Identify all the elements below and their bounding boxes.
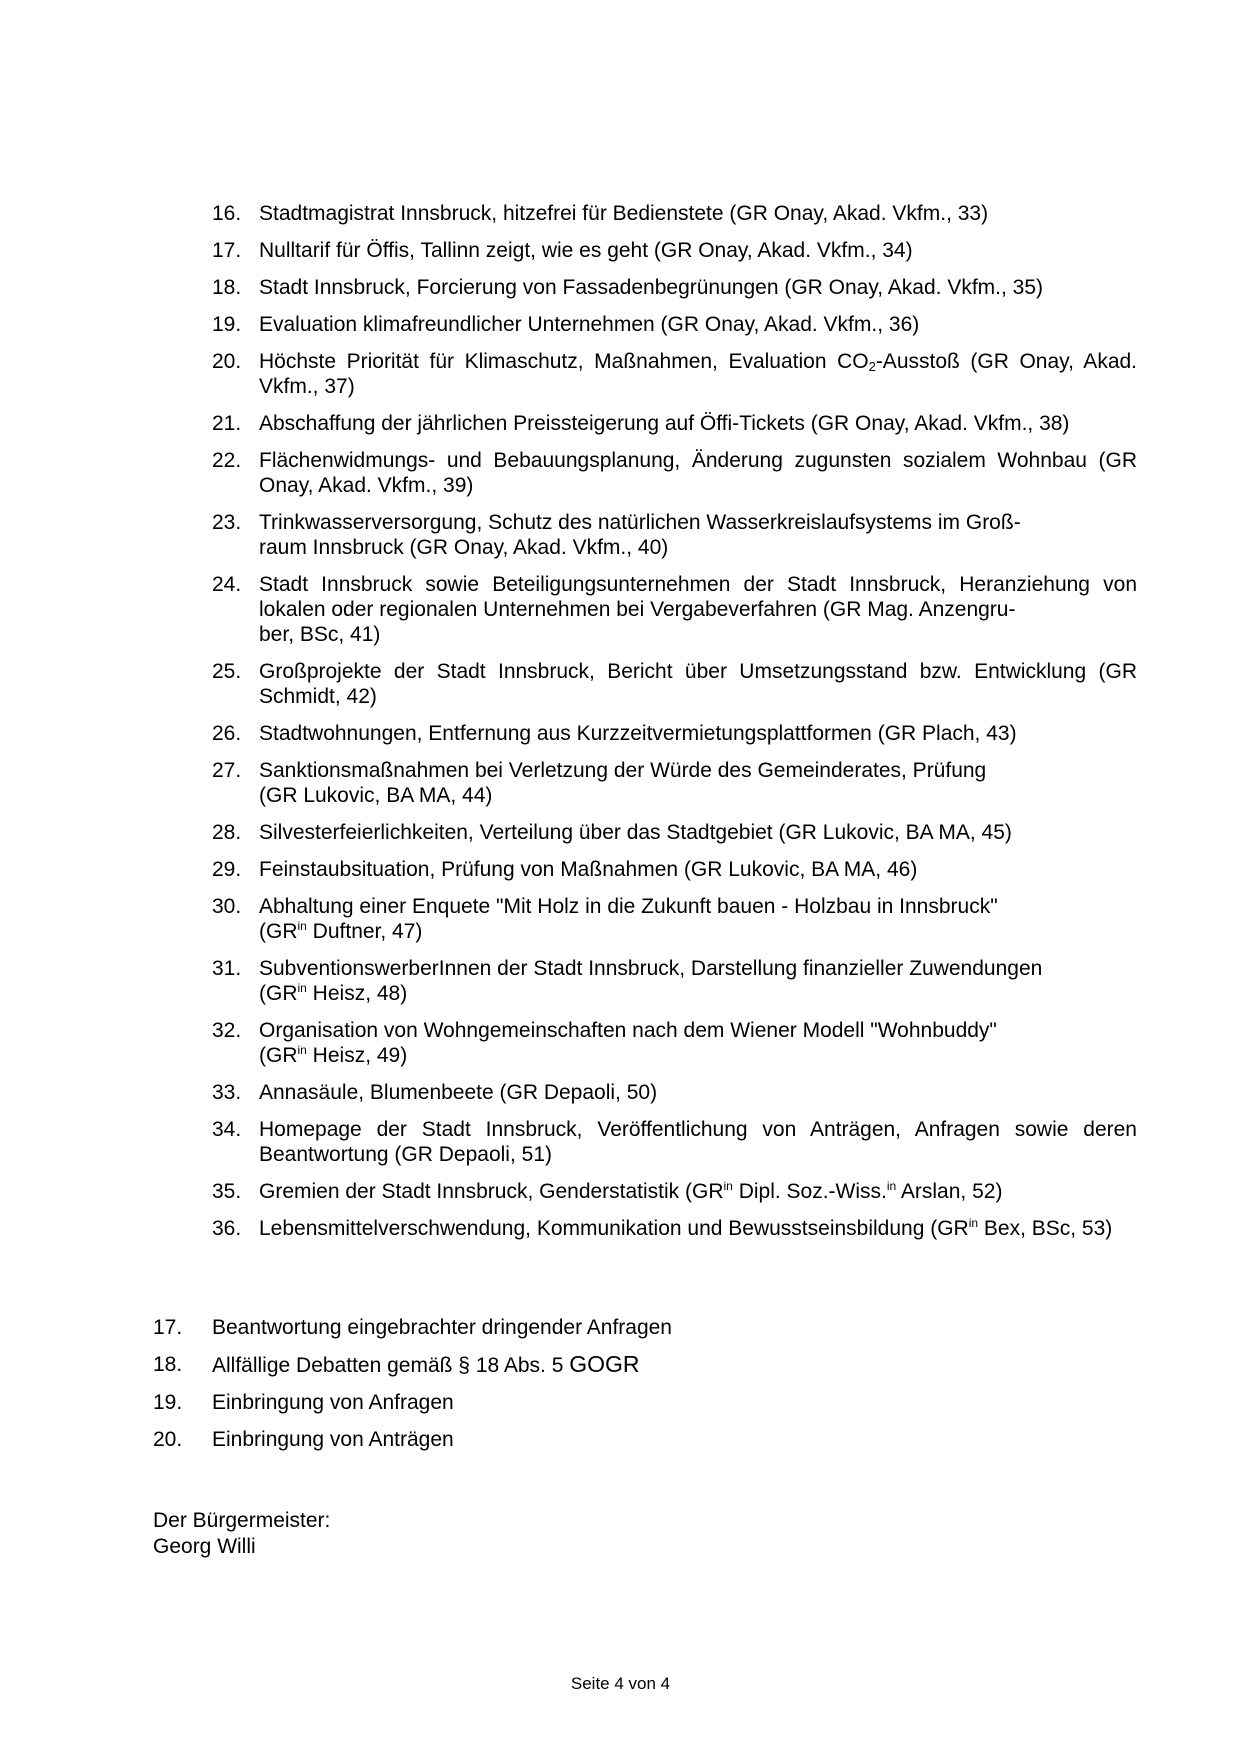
item-number: 17. [153, 1316, 183, 1339]
item-number: 20. [153, 1428, 183, 1451]
superscript: in [297, 919, 307, 933]
item-text: Einbringung von Anträgen [212, 1428, 454, 1451]
list-item [212, 894, 1137, 944]
item-text [259, 1179, 1137, 1204]
item-text [259, 510, 1137, 560]
list-item [212, 956, 1137, 1006]
signature-name: Georg Willi [153, 1535, 256, 1558]
list-item [153, 1390, 1053, 1415]
item-text-part: ber, BSc, 41) [259, 623, 381, 646]
item-text: Stadtmagistrat Innsbruck, hitzefrei für Bedienstete (GR Onay, Akad. Vkfm., 33) [259, 202, 989, 225]
item-text: Einbringung von Anfragen [212, 1391, 454, 1414]
item-number: 27. [212, 759, 242, 782]
list-item [212, 238, 1137, 263]
item-number: 16. [212, 202, 242, 225]
item-text-part: Trinkwasserversorgung, Schutz des natürlichen Wasserkreislaufsystems im Groß- [259, 511, 1021, 534]
item-text-part: Lebensmittelverschwendung, Kommunikation und Bewusstseinsbildung (GR [259, 1217, 969, 1240]
item-number: 21. [212, 412, 242, 435]
item-text-part: Sanktionsmaßnahmen bei Verletzung der Würde des Gemeinderates, Prüfung [259, 759, 987, 782]
list-item [212, 1117, 1137, 1167]
item-number: 36. [212, 1217, 242, 1240]
item-number: 30. [212, 895, 242, 918]
item-text-part: Höchste Priorität für Klimaschutz, Maßnahmen, Evaluation CO [259, 350, 869, 373]
item-text-part: (GR [259, 920, 298, 943]
item-text-part: GOGR [569, 1351, 640, 1377]
signature-role: Der Bürgermeister: [153, 1509, 331, 1532]
item-number: 25. [212, 660, 242, 683]
item-text-part: raum Innsbruck (GR Onay, Akad. Vkfm., 40) [259, 536, 669, 559]
page-number: Seite 4 von 4 [570, 1674, 671, 1693]
item-text-part: Gremien der Stadt Innsbruck, Genderstatistik (GR [259, 1180, 724, 1203]
item-number: 31. [212, 957, 242, 980]
list-item [212, 510, 1137, 560]
item-text [212, 1352, 640, 1378]
item-text-part: SubventionswerberInnen der Stadt Innsbruck, Darstellung finanzieller Zuwendungen [259, 957, 1043, 980]
item-text: Homepage der Stadt Innsbruck, Veröffentlichung von Anträgen, Anfragen sowie deren Beantwortung (GR Depaoli, 51) [259, 1118, 1137, 1166]
item-text: Stadtwohnungen, Entfernung aus Kurzzeitvermietungsplattformen (GR Plach, 43) [259, 722, 1017, 745]
superscript: in [886, 1179, 897, 1193]
superscript: in [297, 1043, 307, 1057]
signature-block [153, 1508, 330, 1560]
list-item [212, 572, 1137, 647]
list-item [212, 758, 1137, 808]
item-text: Abschaffung der jährlichen Preissteigerung auf Öffi-Tickets (GR Onay, Akad. Vkfm., 38) [259, 412, 1070, 435]
item-number: 19. [212, 313, 242, 336]
superscript: in [297, 981, 307, 995]
item-text-part: Duftner, 47) [306, 920, 423, 943]
item-number: 22. [212, 449, 242, 472]
list-item [153, 1352, 1053, 1378]
list-item [212, 448, 1137, 498]
item-text [259, 894, 1137, 944]
item-text-part: Dipl. Soz.-Wiss. [732, 1180, 887, 1203]
subscript: 2 [868, 359, 876, 374]
list-item [212, 1216, 1137, 1241]
page-footer [0, 1674, 1241, 1694]
item-number: 35. [212, 1180, 242, 1203]
list-item [212, 721, 1137, 746]
superscript: in [968, 1216, 979, 1230]
item-number: 28. [212, 821, 242, 844]
list-item [212, 349, 1137, 399]
list-item [212, 857, 1137, 882]
list-item [212, 659, 1137, 709]
item-text: Nulltarif für Öffis, Tallinn zeigt, wie es geht (GR Onay, Akad. Vkfm., 34) [259, 239, 913, 262]
item-number: 24. [212, 573, 242, 596]
item-number: 23. [212, 511, 242, 534]
list-item [212, 201, 1137, 226]
item-text-part: Stadt Innsbruck sowie Beteiligungsunternehmen der Stadt Innsbruck, Heranziehung von lokalen oder regionalen Unternehmen bei Vergabeverfahren (GR Mag. Anzengru- [259, 573, 1137, 621]
item-text [259, 956, 1137, 1006]
item-number: 17. [212, 239, 242, 262]
item-text: Feinstaubsituation, Prüfung von Maßnahmen (GR Lukovic, BA MA, 46) [259, 858, 918, 881]
item-number: 32. [212, 1019, 242, 1042]
item-number: 29. [212, 858, 242, 881]
item-text: Großprojekte der Stadt Innsbruck, Bericht über Umsetzungsstand bzw. Entwicklung (GR Schmidt, 42) [259, 660, 1137, 708]
item-text: Flächenwidmungs- und Bebauungsplanung, Änderung zugunsten sozialem Wohnbau (GR Onay, Akad. Vkfm., 39) [259, 449, 1137, 497]
list-item [212, 1179, 1137, 1204]
item-text-part: (GR [259, 982, 298, 1005]
list-item [212, 275, 1137, 300]
item-text [259, 1216, 1137, 1241]
item-text: Silvesterfeierlichkeiten, Verteilung über das Stadtgebiet (GR Lukovic, BA MA, 45) [259, 821, 1012, 844]
item-text [259, 572, 1137, 647]
item-number: 34. [212, 1118, 242, 1141]
item-text-part: Allfällige Debatten gemäß § 18 Abs. 5 [212, 1354, 570, 1377]
list-item [212, 411, 1137, 436]
item-text [259, 758, 1137, 808]
item-text: Annasäule, Blumenbeete (GR Depaoli, 50) [259, 1081, 658, 1104]
item-text: Stadt Innsbruck, Forcierung von Fassadenbegrünungen (GR Onay, Akad. Vkfm., 35) [259, 276, 1044, 299]
item-number: 26. [212, 722, 242, 745]
item-text-part: Arslan, 52) [896, 1180, 1003, 1203]
item-text [259, 1018, 1137, 1068]
item-number: 19. [153, 1391, 183, 1414]
item-text-part: Organisation von Wohngemeinschaften nach dem Wiener Modell "Wohnbuddy" [259, 1019, 997, 1042]
list-item [212, 820, 1137, 845]
list-item [153, 1315, 1053, 1340]
item-text-part: Heisz, 48) [306, 982, 408, 1005]
item-text: Evaluation klimafreundlicher Unternehmen (GR Onay, Akad. Vkfm., 36) [259, 313, 920, 336]
agenda-mainlist [153, 1315, 1053, 1464]
item-number: 18. [212, 276, 242, 299]
item-text: Beantwortung eingebrachter dringender Anfragen [212, 1316, 672, 1339]
agenda-sublist [212, 201, 1137, 1253]
list-item [212, 312, 1137, 337]
item-number: 18. [153, 1353, 183, 1376]
list-item [212, 1080, 1137, 1105]
item-number: 20. [212, 350, 242, 373]
item-text-part: -Ausstoß (GR Onay, Akad. Vkfm., 37) [259, 350, 1138, 398]
list-item [153, 1427, 1053, 1452]
item-text-part: (GR [259, 1044, 298, 1067]
item-text-part: (GR Lukovic, BA MA, 44) [259, 784, 493, 807]
item-text [259, 349, 1137, 399]
item-text-part: Heisz, 49) [306, 1044, 408, 1067]
item-text-part: Bex, BSc, 53) [978, 1217, 1113, 1240]
item-number: 33. [212, 1081, 242, 1104]
item-text-part: Abhaltung einer Enquete "Mit Holz in die Zukunft bauen - Holzbau in Innsbruck" [259, 895, 998, 918]
list-item [212, 1018, 1137, 1068]
superscript: in [723, 1179, 733, 1193]
